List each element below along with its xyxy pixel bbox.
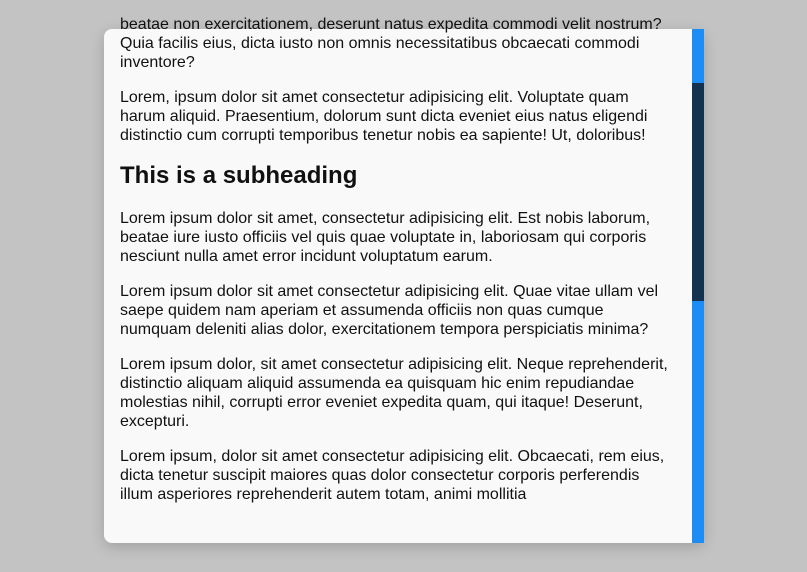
paragraph: Lorem ipsum, dolor sit amet consectetur adipisicing elit. Obcaecati, rem eius, dicta tenetur suscipit maiores quas dolor consectetur corporis perferendis illum asperiores reprehenderit autem totam, animi mollitia: [120, 448, 665, 503]
content-body: [120, 15, 676, 520]
paragraph: Lorem ipsum dolor sit amet consectetur adipisicing elit. Quae vitae ullam vel saepe quidem nam aperiam et assumenda officiis non quas cumque numquam deleniti alias dolor, exercitationem tempora perspiciatis minima?: [120, 283, 659, 338]
scrollbar-track[interactable]: [692, 29, 704, 543]
paragraph: Lorem, ipsum dolor sit amet consectetur adipisicing elit. Voluptate quam harum aliquid. Praesentium, dolorum sunt dicta eveniet eius natus eligendi distinctio cum corrupti temporibus tenetur nobis ea sapiente! Ut, doloribus!: [120, 89, 648, 144]
paragraph: beatae non exercitationem, deserunt natus expedita commodi velit nostrum? Quia facilis eius, dicta iusto non omnis necessitatibus obcaecati commodi inventore?: [120, 16, 662, 71]
scroll-container-card[interactable]: [104, 16, 704, 543]
scrollable-content[interactable]: [120, 16, 676, 543]
paragraph: Lorem ipsum dolor, sit amet consectetur adipisicing elit. Neque reprehenderit, distinctio aliquam aliquid assumenda ea quisquam hic enim repudiandae molestias nihil, corrupti error eveniet expedita quam, qui itaque! Deserunt, excepturi.: [120, 356, 668, 430]
subheading: This is a subheading: [120, 162, 358, 189]
scrollbar-thumb[interactable]: [692, 83, 704, 301]
paragraph: Lorem ipsum dolor sit amet, consectetur adipisicing elit. Est nobis laborum, beatae iure iusto officiis vel quis quae voluptate in, laboriosam qui corporis nesciunt nulla amet error incidunt voluptatum earum.: [120, 210, 651, 265]
